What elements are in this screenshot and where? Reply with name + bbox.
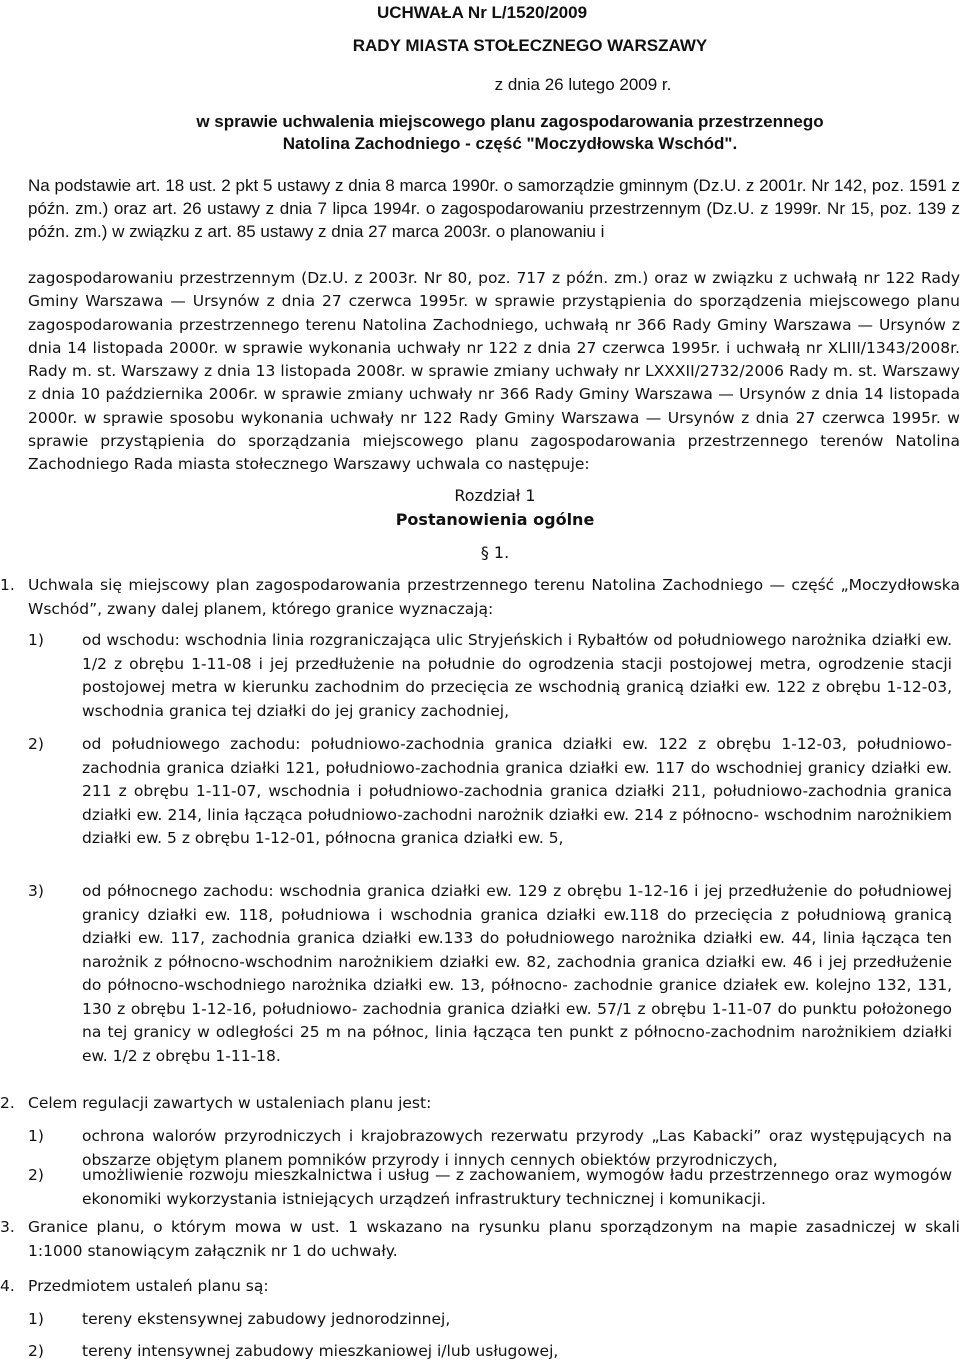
point-text: Uchwala się miejscowy plan zagospodarowania przestrzennego terenu Natolina Zachodniego — część „Moczydłowska Wschód”, zwany dalej planem, którego granice wyznaczają: [28,576,960,618]
point-number: 2. [0,1094,15,1112]
item-number: 1) [28,1310,44,1328]
subject-line-2: Natolina Zachodniego - część "Moczydłowska Wschód". [282,134,738,153]
item-text: tereny ekstensywnej zabudowy jednorodzinnej, [82,1310,451,1328]
council-name: RADY MIASTA STOŁECZNEGO WARSZAWY [352,36,708,55]
item-text: od wschodu: wschodnia linia rozgraniczająca ulic Stryjeńskich i Rybałtów od południowego narożnika działki ew. 1/2 z obrębu 1-11-08 i jej przedłużenie na południe do ogrodzenia stacji postojowej metra, ogrodzenie stacji postojowej metra w kierunku zachodnim do przecięcia ze wschodnią granicą działki ew. 122 z obrębu 1-12-03, wschodnia granica tej działki do jej granicy zachodniej, [82,631,952,720]
point-number: 3. [0,1218,15,1236]
preamble-part-2: zagospodarowaniu przestrzennym (Dz.U. z 2003r. Nr 80, poz. 717 z późn. zm.) oraz w związku z uchwałą nr 122 Rady Gminy Warszawa — Ursynów z dnia 27 czerwca 1995r. w sprawie przystąpienia do sporządzenia miejscowego planu zagospodarowania przestrzennego terenu Natolina Zachodniego, uchwałą nr 366 Rady Gminy Warszawa — Ursynów z dnia 14 listopada 2000r. w sprawie wykonania uchwały nr 122 z dnia 27 czerwca 1995r. i uchwałą nr XLIII/1343/2008r. Rady m. st. Warszawy z dnia 13 listopada 2008r. w sprawie zmiany uchwały nr LXXXII/2732/2006 Rady m. st. Warszawy z dnia 10 października 2006r. w sprawie zmiany uchwały nr 366 Rady Gminy Warszawa — Ursynów z dnia 14 listopada 2000r. w sprawie sposobu wykonania uchwały nr 122 Rady Gminy Warszawa — Ursynów z dnia 27 czerwca 1995r. w sprawie przystąpienia do sporządzania miejscowego planu zagospodarowania przestrzennego terenów Natolina Zachodniego Rada miasta stołecznego Warszawy uchwala co następuje: [28,269,960,474]
point-3 [0,1216,960,1263]
boundary-item [0,733,960,851]
item-text: umożliwienie rozwoju mieszkalnictwa i usług — z zachowaniem, wymogów ładu przestrzennego oraz wymogów ekonomiki wykorzystania istniejących urządzeń infrastruktury technicznej i komunikacji. [82,1166,952,1208]
resolution-title: UCHWAŁA Nr L/1520/2009 [376,3,588,22]
subject-item [0,1340,960,1364]
item-number: 1) [28,1127,44,1145]
point-text: Celem regulacji zawartych w ustaleniach planu jest: [28,1094,432,1112]
subject-item [0,1308,960,1332]
item-text: od północnego zachodu: wschodnia granica działki ew. 129 z obrębu 1-12-16 i jej przedłużenie do południowej granicy działki ew. 118, południowa i wschodnia granica działki ew.118 do przecięcia z południową granicą działki ew. 117, zachodnia granica działki ew.133 do południowego narożnika działki ew. 44, linia łącząca ten narożnik z północno-wschodnim narożnikiem działki ew. 82, zachodnia granica działki ew. 46 i jej przedłużenie do północno-wschodniego narożnika działki ew. 13, północno- zachodnie granice działek ew. kolejno 132, 131, 130 z obrębu 1-12-16, południowo- zachodnia granica działki ew. 57/1 z obrębu 1-11-07 do punktu położonego na tej granicy w odległości 25 m na północ, linia łącząca ten punkt z północno-zachodnim narożnikiem działki ew. 1/2 z obrębu 1-11-18. [82,882,952,1065]
point-1 [0,574,960,621]
goal-item [0,1164,960,1211]
item-text: ochrona walorów przyrodniczych i krajobrazowych rezerwatu przyrody „Las Kabacki” oraz występujących na obszarze objętym planem pomników przyrody i innych cennych obiektów przyrodniczych, [82,1127,952,1169]
section-number: § 1. [480,543,510,562]
point-text: Granice planu, o którym mowa w ust. 1 wskazano na rysunku planu sporządzonym na mapie zasadniczej w skali 1:1000 stanowiącym załącznik nr 1 do uchwały. [28,1218,960,1260]
item-text: tereny intensywnej zabudowy mieszkaniowej i/lub usługowej, [82,1342,559,1360]
point-text: Przedmiotem ustaleń planu są: [28,1277,269,1295]
chapter-title: Postanowienia ogólne [395,510,595,529]
point-number: 1. [0,576,15,594]
preamble-part-1: Na podstawie art. 18 ust. 2 pkt 5 ustawy z dnia 8 marca 1990r. o samorządzie gminnym (Dz.U. z 2001r. Nr 142, poz. 1591 z późn. zm.) oraz art. 26 ustawy z dnia 7 lipca 1994r. o zagospodarowaniu przestrzennym (Dz.U. z 1999r. Nr 15, poz. 139 z późn. zm.) w związku z art. 85 ustawy z dnia 27 marca 2003r. o planowaniu i [28,176,960,241]
point-number: 4. [0,1277,15,1295]
subject-line-1: w sprawie uchwalenia miejscowego planu zagospodarowania przestrzennego [196,112,824,131]
item-number: 1) [28,631,44,649]
item-number: 2) [28,1166,44,1184]
boundary-item [0,629,960,723]
item-number: 2) [28,1342,44,1360]
point-4 [0,1275,960,1299]
resolution-date: z dnia 26 lutego 2009 r. [494,75,672,94]
item-text: od południowego zachodu: południowo-zachodnia granica działki ew. 122 z obrębu 1-12-03, południowo-zachodnia granica działki 121, południowo-zachodnia granica działki ew. 117 do wschodniej granicy działki ew. 211 z obrębu 1-11-07, wschodnia i południowo-zachodnia granica działki 211, południowo-zachodnia granica działki ew. 214, linia łącząca południowo-zachodni narożnik działki ew. 214 z północno- wschodnim narożnikiem działki ew. 5 z obrębu 1-12-01, północna granica działki ew. 5, [82,735,952,847]
chapter-label: Rozdział 1 [454,486,536,505]
item-number: 3) [28,882,44,900]
item-number: 2) [28,735,44,753]
point-2 [0,1092,960,1116]
boundary-item [0,880,960,1068]
